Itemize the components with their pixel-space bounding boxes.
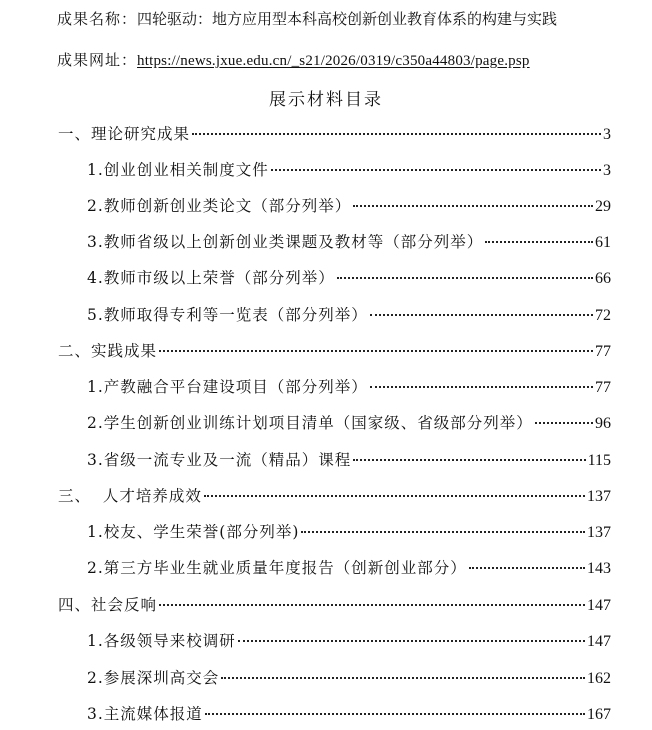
toc-page-number: 3 xyxy=(603,126,611,143)
toc-entry-text: 2.学生创新创业训练计划项目清单（国家级、省级部分列举） xyxy=(87,414,533,432)
toc-entry-text: 1.创业创业相关制度文件 xyxy=(87,161,269,179)
toc-dot-leader xyxy=(204,495,585,497)
toc-dot-leader xyxy=(353,459,585,461)
toc-entry[interactable] xyxy=(87,267,611,289)
toc-entry-text: 2.教师创新创业类论文（部分列举） xyxy=(87,197,352,215)
toc-page-number: 143 xyxy=(587,560,611,577)
achievement-url-label: 成果网址： xyxy=(57,51,138,69)
toc-entry-text: 四、社会反响 xyxy=(58,596,158,614)
toc-entry-text: 3.教师省级以上创新创业类课题及教材等（部分列举） xyxy=(87,233,484,251)
toc-entry-text: 4.教师市级以上荣誉（部分列举） xyxy=(87,269,335,287)
toc-page-number: 3 xyxy=(603,162,611,179)
toc-entry-text: 1.产教融合平台建设项目（部分列举） xyxy=(87,378,368,396)
toc-entry-text: 1.各级领导来校调研 xyxy=(87,632,236,650)
toc-page-number: 61 xyxy=(595,234,611,251)
toc-dot-leader xyxy=(337,277,593,279)
toc-entry-text: 一、理论研究成果 xyxy=(58,125,191,143)
toc-entry[interactable] xyxy=(87,376,611,398)
toc-dot-leader xyxy=(205,713,585,715)
achievement-url-line xyxy=(57,50,530,71)
toc-entry[interactable] xyxy=(87,667,611,689)
toc-entry[interactable] xyxy=(87,703,611,725)
toc-entry[interactable] xyxy=(87,159,611,181)
toc-entry[interactable] xyxy=(87,195,611,217)
toc-entry[interactable] xyxy=(87,304,611,326)
toc-title: 展示材料目录 xyxy=(269,90,383,110)
toc-page-number: 162 xyxy=(587,670,611,687)
toc-dot-leader xyxy=(301,531,585,533)
toc-page-number: 72 xyxy=(595,307,611,324)
achievement-name-value: 四轮驱动：地方应用型本科高校创新创业教育体系的构建与实践 xyxy=(137,10,558,28)
toc-page-number: 137 xyxy=(587,488,611,505)
toc-entry[interactable] xyxy=(87,231,611,253)
toc-entry[interactable] xyxy=(87,557,611,579)
toc-entry[interactable] xyxy=(87,412,611,434)
toc-page-number: 147 xyxy=(587,597,611,614)
achievement-name-label: 成果名称： xyxy=(57,10,138,28)
toc-page-number: 66 xyxy=(595,270,611,287)
toc-dot-leader xyxy=(535,422,593,424)
toc-dot-leader xyxy=(271,169,601,171)
toc-section-3[interactable] xyxy=(58,485,611,507)
toc-page-number: 115 xyxy=(587,452,611,469)
toc-section-4[interactable] xyxy=(58,594,611,616)
toc-page-number: 96 xyxy=(595,415,611,432)
toc-page-number: 77 xyxy=(595,343,611,360)
toc-dot-leader xyxy=(159,350,593,352)
toc-dot-leader xyxy=(192,133,601,135)
toc-section-2[interactable] xyxy=(58,340,611,362)
toc-entry[interactable] xyxy=(87,449,611,471)
toc-entry-text: 三、 人才培养成效 xyxy=(58,487,202,505)
toc-page-number: 147 xyxy=(587,633,611,650)
achievement-url-link[interactable]: https://news.jxue.edu.cn/_s21/2026/0319/c350a44803/page.psp xyxy=(137,53,530,69)
toc-page-number: 137 xyxy=(587,524,611,541)
toc-dot-leader xyxy=(370,314,593,316)
toc-section-1[interactable] xyxy=(58,123,611,145)
toc-dot-leader xyxy=(159,604,585,606)
toc-entry-text: 3.省级一流专业及一流（精品）课程 xyxy=(87,451,352,469)
toc-entry-text: 5.教师取得专利等一览表（部分列举） xyxy=(87,306,368,324)
toc-entry-text: 2.参展深圳高交会 xyxy=(87,669,220,687)
toc-entry-text: 3.主流媒体报道 xyxy=(87,705,203,723)
toc-dot-leader xyxy=(353,205,593,207)
toc-entry-text: 二、实践成果 xyxy=(58,342,158,360)
toc-page-number: 167 xyxy=(587,706,611,723)
toc-entry-text: 2.第三方毕业生就业质量年度报告（创新创业部分） xyxy=(87,559,467,577)
toc-dot-leader xyxy=(221,677,585,679)
toc-entry[interactable] xyxy=(87,521,611,543)
toc-dot-leader xyxy=(469,567,585,569)
toc-page-number: 29 xyxy=(595,198,611,215)
toc-dot-leader xyxy=(370,386,593,388)
toc-entry-text: 1.校友、学生荣誉(部分列举) xyxy=(87,523,300,541)
toc-dot-leader xyxy=(238,640,585,642)
toc-page-number: 77 xyxy=(595,379,611,396)
toc-dot-leader xyxy=(485,241,593,243)
toc-entry[interactable] xyxy=(87,630,611,652)
achievement-name-line xyxy=(57,9,557,29)
